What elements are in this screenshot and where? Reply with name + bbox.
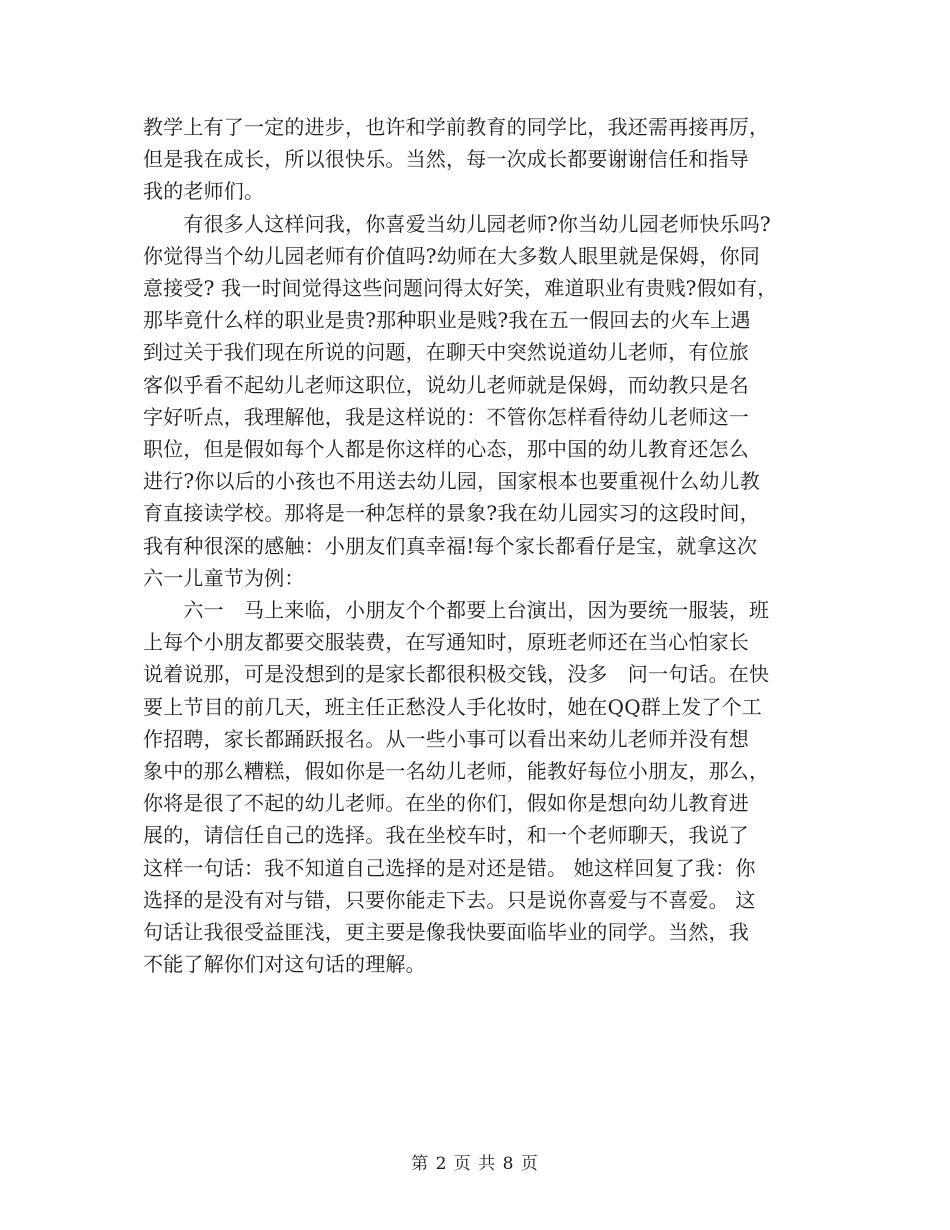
text-line: 那毕竟什么样的职业是贵?那种职业是贱?我在五一假回去的火车上遇: [143, 308, 751, 333]
text-line: 展的，请信任自己的选择。我在坐校车时，和一个老师聊天，我说了: [143, 823, 749, 848]
text-line: 选择的是没有对与错，只要你能走下去。只是说你喜爱与不喜爱。 这: [143, 887, 756, 912]
text-line: 要上节目的前几天，班主任正愁没人手化妆时，她在QQ群上发了个工: [143, 694, 762, 719]
text-line: 进行?你以后的小孩也不用送去幼儿园，国家根本也要重视什么幼儿教: [143, 469, 760, 494]
text-line: 教学上有了一定的进步，也许和学前教育的同学比，我还需再接再厉，: [143, 115, 770, 139]
text-line: 象中的那么糟糕，假如你是一名幼儿老师，能教好每位小朋友，那么，: [143, 759, 770, 784]
text-line: 意接受? 我一时间觉得这些问题问得太好笑，难道职业有贵贱?假如有，: [143, 276, 778, 301]
text-line: 我的老师们。: [143, 179, 265, 204]
text-line: 客似乎看不起幼儿老师这职位，说幼儿老师就是保姆，而幼教只是名: [143, 372, 749, 397]
body-text: [143, 111, 823, 980]
text-line: 说着说那，可是没想到的是家长都很积极交钱，没多 问一句话。在快: [143, 662, 770, 687]
text-line: 职位，但是假如每个人都是你这样的心态，那中国的幼儿教育还怎么: [143, 437, 749, 462]
text-line: 你将是很了不起的幼儿老师。在坐的你们，假如你是想向幼儿教育进: [143, 791, 749, 816]
text-line: 育直接读学校。那将是一种怎样的景象?我在幼儿园实习的这段时间，: [143, 501, 760, 526]
text-line: 我有种很深的感触：小朋友们真幸福!每个家长都看仔是宝，就拿这次: [143, 533, 758, 558]
text-line: 不能了解你们对这句话的理解。: [143, 952, 426, 977]
text-line: 上每个小朋友都要交服装费，在写通知时，原班老师还在当心怕家长: [143, 630, 749, 655]
text-line: 你觉得当个幼儿园老师有价值吗?幼师在大多数人眼里就是保姆，你同: [143, 243, 760, 268]
text-line: 六一 马上来临，小朋友个个都要上台演出，因为要统一服装，班: [143, 598, 770, 623]
text-line: 句话让我很受益匪浅，更主要是像我快要面临毕业的同学。当然，我: [143, 920, 749, 945]
text-line: 作招聘，家长都踊跃报名。从一些小事可以看出来幼儿老师并没有想: [143, 726, 749, 751]
text-line: 字好听点，我理解他，我是这样说的：不管你怎样看待幼儿老师这一: [143, 404, 749, 429]
page-number: 第 2 页 共 8 页: [411, 1154, 539, 1174]
text-line: 有很多人这样问我，你喜爱当幼儿园老师?你当幼儿园老师快乐吗?: [143, 211, 771, 236]
text-line: 这样一句话：我不知道自己选择的是对还是错。 她这样回复了我：你: [143, 855, 756, 880]
text-line: 六一儿童节为例：: [143, 565, 305, 590]
text-line: 到过关于我们现在所说的问题，在聊天中突然说道幼儿老师，有位旅: [143, 340, 749, 365]
text-line: 但是我在成长，所以很快乐。当然，每一次成长都要谢谢信任和指导: [143, 147, 749, 172]
